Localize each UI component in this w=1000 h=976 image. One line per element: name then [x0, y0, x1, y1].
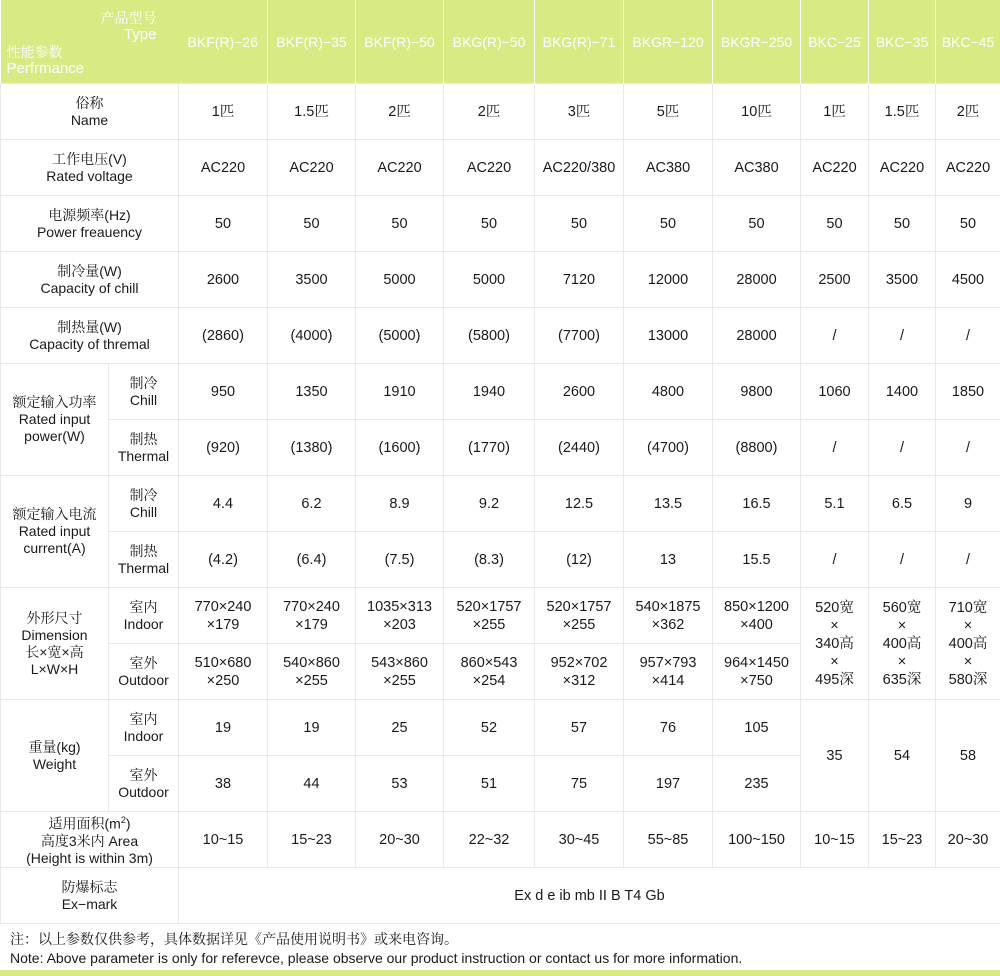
value-cell: 6.2	[268, 476, 356, 532]
value-cell	[356, 588, 444, 644]
footnote	[0, 922, 1000, 976]
sub-label-cn: 室内	[129, 598, 158, 615]
value-cell: 55~85	[624, 812, 713, 868]
value-line: ×312	[562, 672, 596, 689]
value-cell: (920)	[179, 420, 268, 476]
value-cell: 50	[179, 196, 268, 252]
sub-row-label	[109, 420, 179, 476]
value-cell: (5000)	[356, 308, 444, 364]
row-label-cn: 电源频率(Hz)	[48, 206, 131, 223]
spec-row-thermal-capacity	[1, 308, 1000, 364]
value-cell	[936, 588, 1000, 700]
row-label-en: Ex−mark	[61, 895, 118, 912]
row-label-en: Power freauency	[36, 223, 143, 240]
value-line: ×362	[651, 616, 685, 633]
value-line: ×179	[206, 616, 240, 633]
value-cell: 4500	[936, 252, 1000, 308]
row-group-label	[1, 588, 109, 700]
value-cell: 235	[713, 756, 801, 812]
value-cell: /	[936, 308, 1000, 364]
spec-row-area	[1, 812, 1000, 868]
row-label-cn: 重量(kg)	[28, 738, 81, 755]
row-label-en: 高度3米内 Area	[40, 832, 139, 849]
value-cell: 28000	[713, 252, 801, 308]
value-cell: 1060	[801, 364, 869, 420]
value-line: 964×1450	[724, 654, 789, 671]
value-cell: 50	[869, 196, 936, 252]
value-cell: 950	[179, 364, 268, 420]
value-cell	[268, 644, 356, 700]
model-header: BKC−25	[801, 0, 869, 84]
row-label-en: Rated voltage	[46, 167, 133, 184]
value-cell: 28000	[713, 308, 801, 364]
value-cell: 2匹	[444, 84, 535, 140]
row-group-label	[1, 364, 109, 476]
value-cell: 30~45	[535, 812, 624, 868]
value-line: ×	[963, 617, 973, 634]
value-cell: /	[869, 532, 936, 588]
value-cell: AC220	[356, 140, 444, 196]
sub-label-cn: 室内	[129, 710, 158, 727]
value-cell: AC220	[801, 140, 869, 196]
row-label	[1, 252, 179, 308]
value-cell: 57	[535, 700, 624, 756]
value-cell: (7700)	[535, 308, 624, 364]
value-cell: 22~32	[444, 812, 535, 868]
value-cell: 3500	[268, 252, 356, 308]
value-cell: 50	[535, 196, 624, 252]
value-cell	[624, 644, 713, 700]
value-cell: /	[936, 532, 1000, 588]
value-line: ×255	[295, 672, 328, 689]
value-cell: 6.5	[869, 476, 936, 532]
value-cell: /	[869, 308, 936, 364]
value-cell: 1850	[936, 364, 1000, 420]
value-cell: AC220	[444, 140, 535, 196]
value-cell: (4.2)	[179, 532, 268, 588]
value-line: 957×793	[639, 654, 697, 671]
value-cell: 3匹	[535, 84, 624, 140]
value-cell: 105	[713, 700, 801, 756]
value-cell: 2匹	[936, 84, 1000, 140]
row-label-en: Rated input	[18, 523, 91, 539]
value-cell: (2440)	[535, 420, 624, 476]
value-line: 495深	[815, 671, 854, 688]
value-line: ×254	[472, 672, 506, 689]
value-cell: /	[801, 420, 869, 476]
row-label-cn: 防爆标志	[61, 878, 118, 895]
value-line: ×203	[383, 616, 416, 633]
value-cell: 10~15	[179, 812, 268, 868]
sub-label-en: Outdoor	[118, 671, 169, 688]
value-cell: 13000	[624, 308, 713, 364]
value-cell: 44	[268, 756, 356, 812]
value-line: ×750	[740, 672, 773, 689]
value-line: ×	[830, 617, 839, 634]
value-cell: (8.3)	[444, 532, 535, 588]
value-cell: 10~15	[801, 812, 869, 868]
value-cell	[535, 588, 624, 644]
performance-label-en: Perfrmance	[6, 60, 85, 77]
value-line: 860×543	[460, 654, 518, 671]
row-label-cn: 制冷量(W)	[57, 262, 122, 279]
value-line: 543×860	[371, 654, 428, 671]
value-line: ×179	[295, 616, 328, 633]
exmark-value: Ex d e ib mb II B T4 Gb	[179, 868, 1000, 924]
value-cell: 4800	[624, 364, 713, 420]
value-cell: (4000)	[268, 308, 356, 364]
value-cell	[713, 588, 801, 644]
spec-row-voltage	[1, 140, 1000, 196]
value-cell: 50	[936, 196, 1000, 252]
value-cell	[869, 588, 936, 700]
value-cell: AC220	[268, 140, 356, 196]
value-cell: /	[801, 532, 869, 588]
sub-label-en: Thermal	[117, 447, 170, 464]
value-cell	[179, 588, 268, 644]
value-cell: 12.5	[535, 476, 624, 532]
value-line: 340高	[815, 635, 854, 652]
value-cell: 2匹	[356, 84, 444, 140]
value-line: ×414	[651, 672, 685, 689]
value-line: 770×240	[283, 598, 340, 615]
value-cell	[179, 644, 268, 700]
value-cell: AC220	[179, 140, 268, 196]
value-cell: 12000	[624, 252, 713, 308]
value-cell: (1600)	[356, 420, 444, 476]
sub-row-label	[109, 644, 179, 700]
value-cell: 52	[444, 700, 535, 756]
row-label-en: Capacity of chill	[40, 279, 139, 296]
header-corner	[1, 0, 179, 84]
type-label-cn: 产品型号	[100, 10, 157, 26]
value-cell: 1.5匹	[869, 84, 936, 140]
value-cell: 15~23	[869, 812, 936, 868]
value-cell: 1400	[869, 364, 936, 420]
sub-label-en: Chill	[129, 503, 158, 520]
model-header: BKGR−250	[713, 0, 801, 84]
value-line: ×	[897, 617, 907, 634]
value-cell: 50	[268, 196, 356, 252]
sub-label-en: Thermal	[117, 559, 170, 576]
value-cell: 15~23	[268, 812, 356, 868]
value-cell: /	[801, 308, 869, 364]
value-line: 1035×313	[367, 598, 432, 615]
value-cell: 2600	[179, 252, 268, 308]
value-cell	[801, 588, 869, 700]
value-line: 540×1875	[635, 598, 701, 615]
row-label	[1, 140, 179, 196]
header-row	[1, 0, 1000, 84]
value-cell: 53	[356, 756, 444, 812]
spec-row-power-thermal	[1, 420, 1000, 476]
value-cell: 35	[801, 700, 869, 812]
footnote-cn: 注：以上参数仅供参考，具体数据详见《产品使用说明书》或来电咨询。	[10, 931, 458, 947]
value-line: ×255	[383, 672, 416, 689]
row-label-en: Dimension	[21, 626, 88, 643]
sub-label-cn: 制热	[129, 542, 158, 559]
value-line: 400高	[882, 635, 922, 652]
value-line: 560宽	[882, 599, 922, 616]
value-cell: (7.5)	[356, 532, 444, 588]
value-line: 520宽	[815, 599, 854, 616]
row-group-label	[1, 476, 109, 588]
value-cell: (1770)	[444, 420, 535, 476]
value-cell: /	[936, 420, 1000, 476]
model-header: BKF(R)−35	[268, 0, 356, 84]
value-line: 540×860	[283, 654, 340, 671]
sub-label-en: Indoor	[123, 727, 164, 744]
value-cell: 9.2	[444, 476, 535, 532]
type-label-en: Type	[123, 26, 157, 43]
spec-row-frequency	[1, 196, 1000, 252]
value-cell: 50	[624, 196, 713, 252]
value-line: 710宽	[948, 599, 988, 616]
value-cell: 10匹	[713, 84, 801, 140]
value-cell: 20~30	[936, 812, 1000, 868]
value-line: ×255	[562, 616, 596, 633]
row-label-en: power(W)	[24, 428, 85, 444]
value-cell: (1380)	[268, 420, 356, 476]
sub-row-label	[109, 588, 179, 644]
value-cell: AC220/380	[535, 140, 624, 196]
sub-label-en: Chill	[129, 391, 158, 408]
row-label-cn: 制热量(W)	[57, 318, 122, 335]
value-cell: 13.5	[624, 476, 713, 532]
value-cell: (12)	[535, 532, 624, 588]
value-cell: 50	[444, 196, 535, 252]
row-label-en: Rated input	[18, 411, 91, 427]
value-cell: AC220	[936, 140, 1000, 196]
value-cell: 1940	[444, 364, 535, 420]
value-cell: 5匹	[624, 84, 713, 140]
row-label	[1, 868, 179, 924]
row-label-en: current(A)	[23, 540, 86, 556]
value-cell: 75	[535, 756, 624, 812]
sub-row-label	[109, 364, 179, 420]
value-cell: 1350	[268, 364, 356, 420]
value-line: ×400	[740, 616, 773, 633]
value-cell	[444, 588, 535, 644]
value-cell: 50	[801, 196, 869, 252]
value-line: ×250	[206, 672, 240, 689]
sub-row-label	[109, 700, 179, 756]
row-label	[1, 196, 179, 252]
row-label-en: Name	[70, 111, 109, 128]
sub-label-en: Outdoor	[118, 783, 169, 800]
value-cell: 8.9	[356, 476, 444, 532]
performance-label-cn: 性能参数	[6, 44, 63, 60]
value-line: ×	[830, 653, 839, 670]
value-cell: (6.4)	[268, 532, 356, 588]
sub-label-cn: 室外	[129, 654, 158, 671]
value-line: 520×1757	[546, 598, 612, 615]
value-cell: /	[869, 420, 936, 476]
row-label-cn: 额定输入电流	[12, 506, 97, 522]
spec-row-weight-indoor	[1, 700, 1000, 756]
value-cell: 20~30	[356, 812, 444, 868]
value-cell: 3500	[869, 252, 936, 308]
row-group-label	[1, 700, 109, 812]
model-header: BKGR−120	[624, 0, 713, 84]
value-line: 510×680	[194, 654, 252, 671]
value-cell: 100~150	[713, 812, 801, 868]
value-line: 952×702	[550, 654, 608, 671]
sub-label-cn: 制冷	[129, 486, 158, 503]
value-cell	[713, 644, 801, 700]
value-cell: (5800)	[444, 308, 535, 364]
value-line: 635深	[882, 671, 922, 688]
value-cell: 25	[356, 700, 444, 756]
spec-row-name	[1, 84, 1000, 140]
value-line: 580深	[948, 671, 988, 688]
value-cell: 2500	[801, 252, 869, 308]
value-line: ×	[897, 653, 907, 670]
value-cell: 58	[936, 700, 1000, 812]
model-header: BKG(R)−71	[535, 0, 624, 84]
value-cell: 16.5	[713, 476, 801, 532]
spec-row-power-chill	[1, 364, 1000, 420]
value-line: 770×240	[194, 598, 252, 615]
value-cell: 50	[356, 196, 444, 252]
value-cell: 50	[713, 196, 801, 252]
value-cell: 54	[869, 700, 936, 812]
sub-row-label	[109, 532, 179, 588]
value-cell: 7120	[535, 252, 624, 308]
spec-row-exmark	[1, 868, 1000, 924]
value-line: 850×1200	[724, 598, 789, 615]
value-cell: 5.1	[801, 476, 869, 532]
value-cell: 9800	[713, 364, 801, 420]
value-cell	[356, 644, 444, 700]
spec-row-current-chill	[1, 476, 1000, 532]
value-line: 520×1757	[456, 598, 522, 615]
value-cell: (2860)	[179, 308, 268, 364]
value-cell: AC220	[869, 140, 936, 196]
value-cell: 197	[624, 756, 713, 812]
footnote-en: Note: Above parameter is only for referevce, please observe our product instruction or contact us for more information.	[10, 950, 743, 966]
row-label-en: (Height is within 3m)	[26, 849, 153, 866]
row-label-cn: 长×宽×高	[25, 643, 84, 660]
value-cell	[268, 588, 356, 644]
value-cell: 1匹	[179, 84, 268, 140]
value-cell: 1.5匹	[268, 84, 356, 140]
value-cell: (8800)	[713, 420, 801, 476]
value-cell: 19	[179, 700, 268, 756]
sub-label-cn: 制冷	[129, 374, 158, 391]
value-line: ×	[963, 653, 973, 670]
row-label	[1, 812, 179, 868]
row-label-en: L×W×H	[30, 660, 79, 677]
spec-row-current-thermal	[1, 532, 1000, 588]
model-header: BKC−35	[869, 0, 936, 84]
sub-row-label	[109, 756, 179, 812]
value-cell: (4700)	[624, 420, 713, 476]
spec-row-dimension-indoor	[1, 588, 1000, 644]
model-header: BKF(R)−26	[179, 0, 268, 84]
row-label-en: Capacity of thremal	[29, 335, 150, 352]
value-line: ×255	[472, 616, 506, 633]
value-cell: 5000	[444, 252, 535, 308]
row-label-cn: 适用面积$(m^2)$	[48, 815, 131, 832]
model-header: BKF(R)−50	[356, 0, 444, 84]
value-cell: 38	[179, 756, 268, 812]
model-header: BKC−45	[936, 0, 1000, 84]
value-cell: 13	[624, 532, 713, 588]
row-label	[1, 308, 179, 364]
row-label-cn: 俗称	[75, 94, 104, 111]
row-label-cn: 工作电压(V)	[52, 150, 127, 167]
model-header: BKG(R)−50	[444, 0, 535, 84]
value-cell: 4.4	[179, 476, 268, 532]
row-label-cn: 额定输入功率	[12, 394, 97, 410]
row-label-cn: 外形尺寸	[26, 609, 83, 626]
sub-label-cn: 室外	[129, 766, 158, 783]
row-label	[1, 84, 179, 140]
value-cell: 15.5	[713, 532, 801, 588]
value-cell: AC380	[624, 140, 713, 196]
spec-row-chill-capacity	[1, 252, 1000, 308]
bottom-bar	[0, 970, 1000, 976]
value-cell: 19	[268, 700, 356, 756]
value-cell: 1910	[356, 364, 444, 420]
row-label-en: Weight	[32, 755, 77, 772]
value-cell	[535, 644, 624, 700]
sub-label-en: Indoor	[123, 615, 164, 632]
value-cell: 5000	[356, 252, 444, 308]
sub-row-label	[109, 476, 179, 532]
value-cell: 51	[444, 756, 535, 812]
value-cell: 76	[624, 700, 713, 756]
value-cell	[624, 588, 713, 644]
value-cell	[444, 644, 535, 700]
value-cell: 9	[936, 476, 1000, 532]
value-cell: AC380	[713, 140, 801, 196]
value-cell: 2600	[535, 364, 624, 420]
value-cell: 1匹	[801, 84, 869, 140]
value-line: 400高	[948, 635, 988, 652]
sub-label-cn: 制热	[129, 430, 158, 447]
